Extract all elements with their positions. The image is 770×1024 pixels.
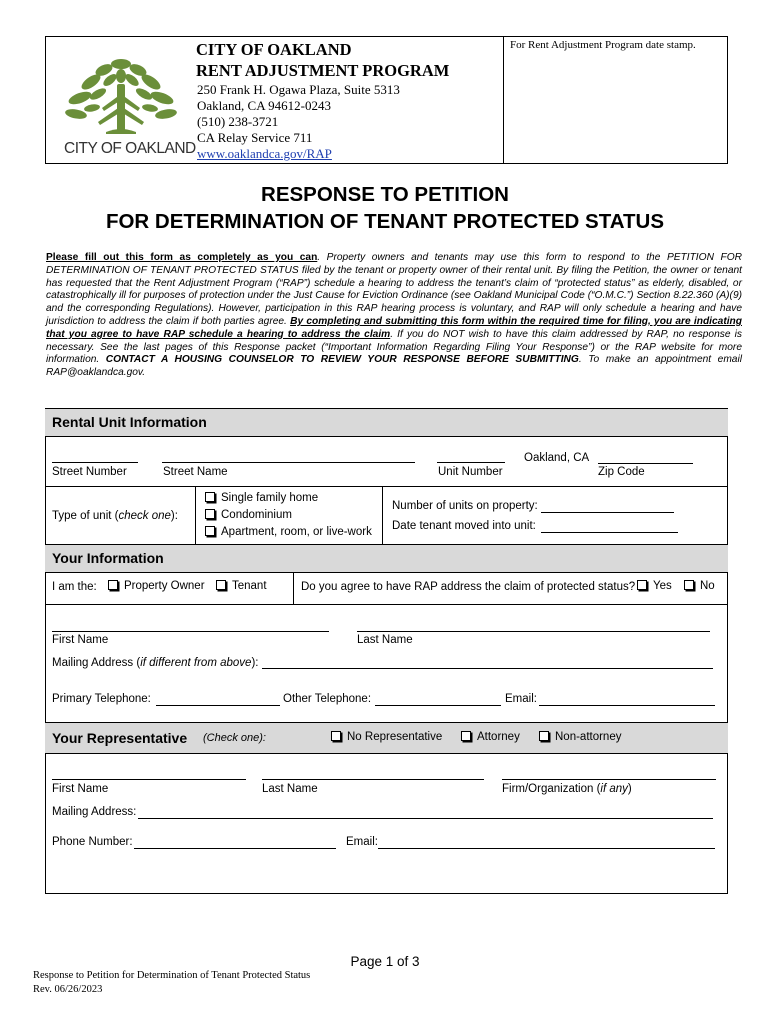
option-label: Yes (653, 580, 672, 592)
firm-label-text: Firm/Organization ( (502, 783, 601, 795)
footer-doc-title: Response to Petition for Determination of Tenant Protected Status (33, 970, 311, 981)
mailing-label-end: ): (251, 657, 259, 669)
checkbox[interactable] (637, 580, 647, 590)
last-name-label: Last Name (357, 634, 413, 646)
checkbox[interactable] (108, 580, 118, 590)
rep-mailing-input[interactable] (138, 818, 713, 819)
option-label: No (700, 580, 715, 592)
checkbox[interactable] (539, 731, 549, 741)
program-name (196, 39, 449, 81)
page-subtitle: FOR DETERMINATION OF TENANT PROTECTED STATUS (105, 210, 665, 233)
rental-unit-header (45, 408, 728, 437)
col-divider (382, 486, 383, 544)
website-link[interactable]: www.oaklandca.gov/RAP (197, 146, 332, 161)
intro-emphasis-3: CONTACT A HOUSING COUNSELOR TO REVIEW YOUR RESPONSE BEFORE SUBMITTING (105, 354, 579, 366)
first-name-input[interactable] (52, 631, 329, 632)
option-label: Property Owner (124, 580, 205, 592)
option-condominium[interactable] (205, 509, 292, 521)
intro-emphasis-1: Please fill out this form as completely as you can (46, 252, 318, 263)
option-attorney[interactable] (461, 731, 520, 743)
relay-service: CA Relay Service 711 (197, 130, 313, 145)
document-footer (33, 969, 310, 996)
col-divider (293, 573, 294, 604)
move-in-date-label: Date tenant moved into unit: (392, 520, 536, 532)
checkbox[interactable] (331, 731, 341, 741)
rep-email-label: Email: (346, 836, 378, 848)
option-label: No Representative (347, 731, 443, 743)
street-number-input[interactable] (52, 462, 138, 463)
unit-number-label: Unit Number (438, 466, 503, 478)
checkbox[interactable] (684, 580, 694, 590)
form-table (45, 408, 728, 894)
program-title: RENT ADJUSTMENT PROGRAM (196, 61, 450, 80)
checkbox[interactable] (216, 580, 226, 590)
representative-title: Your Representative (52, 730, 188, 746)
row-divider (45, 486, 728, 487)
option-non-attorney[interactable] (539, 731, 621, 743)
email-input[interactable] (539, 705, 715, 706)
street-number-label: Street Number (52, 466, 127, 478)
option-label: Condominium (221, 509, 292, 521)
rep-phone-label: Phone Number: (52, 836, 133, 848)
zip-code-input[interactable] (598, 463, 693, 464)
mailing-address-label (52, 657, 258, 669)
move-in-date-input[interactable] (541, 532, 678, 533)
rep-last-name-input[interactable] (262, 779, 484, 780)
option-tenant[interactable] (216, 580, 267, 592)
checkbox[interactable] (461, 731, 471, 741)
rep-phone-input[interactable] (134, 848, 336, 849)
option-yes[interactable] (637, 580, 672, 592)
footer-revision: Rev. 06/26/2023 (33, 983, 103, 995)
rep-firm-input[interactable] (502, 779, 716, 780)
option-label: Apartment, room, or live-work (221, 526, 372, 538)
agree-question: Do you agree to have RAP address the claim of protected status? (301, 581, 636, 593)
rep-firm-label (502, 783, 632, 795)
first-name-label: First Name (52, 634, 109, 646)
units-on-property-input[interactable] (541, 512, 674, 513)
instructions-paragraph (46, 252, 742, 380)
last-name-input[interactable] (357, 631, 710, 632)
city-prefill: Oakland, CA (524, 452, 590, 464)
intro-text-2: . If you do NOT wish to have this claim addressed by RAP, no response is necessary. See the last pages of this Response packet (“Important Information Regarding Filing Your Response”) or the RAP website for more information. (46, 328, 742, 366)
phone-number: (510) 238-3721 (197, 114, 279, 129)
other-phone-input[interactable] (375, 705, 501, 706)
address-line2: Oakland, CA 94612-0243 (197, 98, 331, 113)
your-info-header (45, 544, 728, 573)
intro-emphasis-2: By completing and submitting this form within the required time for filing, you are indicating that you agree to have RAP schedule a hearing to address the claim (46, 315, 742, 340)
email-label: Email: (505, 693, 537, 705)
unit-type-label-end: ): (170, 510, 178, 522)
street-name-label: Street Name (163, 466, 228, 478)
intro-text-3: . To make an appointment email RAP@oaklandca.gov. (46, 354, 742, 379)
city-logo (58, 50, 196, 158)
unit-type-label (52, 510, 178, 522)
mailing-label-hint: if different from above (140, 657, 252, 669)
col-divider (195, 486, 196, 544)
rep-last-name-label: Last Name (262, 783, 318, 795)
checkbox[interactable] (205, 492, 215, 502)
zip-code-label: Zip Code (598, 466, 645, 478)
primary-phone-input[interactable] (156, 705, 280, 706)
firm-label-end: ) (627, 783, 632, 795)
unit-type-label-text: Type of unit ( (52, 510, 119, 522)
logo-text: CITY OF OAKLAND (64, 140, 196, 157)
units-on-property-label: Number of units on property: (392, 500, 538, 512)
page-number: Page 1 of 3 (350, 954, 420, 969)
primary-phone-label: Primary Telephone: (52, 693, 151, 705)
rep-mailing-label: Mailing Address: (52, 806, 137, 818)
rental-unit-title: Rental Unit Information (52, 414, 207, 430)
intro-text-1: . Property owners and tenants may use this form to respond to the PETITION FOR DETERMINATION OF TENANT PROTECTED STATUS filed by the tenant or property owner of their rental unit. By filing the Petition, the owner or tenant has requested that the Rent Adjustment Program (“RAP”) schedule a hearing to address the tenant’s claim of “protected status” as elderly, disabled, or catastrophically ill for purposes of protection under the Just Cause for Eviction Ordinance (see Oakland Municipal Code (“O.M.C.”) Section 8.22.360 (A)(9) and the corresponding Regulations). However, participation in this RAP hearing process is voluntary, and RAP will only schedule a hearing and have jurisdiction to address the claim if both parties agree. (46, 252, 742, 327)
firm-label-hint: if any (600, 783, 628, 795)
street-name-input[interactable] (162, 462, 415, 463)
option-label: Single family home (221, 492, 319, 504)
date-stamp-area: For Rent Adjustment Program date stamp. (510, 39, 696, 51)
row-divider (45, 604, 728, 605)
option-apartment[interactable] (205, 526, 372, 538)
unit-number-input[interactable] (437, 462, 505, 463)
other-phone-label: Other Telephone: (283, 693, 372, 705)
option-no[interactable] (684, 580, 715, 592)
rep-first-name-label: First Name (52, 783, 109, 795)
unit-type-label-hint: check one (118, 510, 171, 522)
rep-first-name-input[interactable] (52, 779, 246, 780)
representative-check-one: (Check one): (203, 732, 266, 744)
option-label: Tenant (232, 580, 267, 592)
address-line1: 250 Frank H. Ogawa Plaza, Suite 5313 (197, 82, 400, 97)
checkbox[interactable] (205, 509, 215, 519)
page-title: RESPONSE TO PETITION (261, 183, 509, 206)
option-no-representative[interactable] (331, 731, 442, 743)
option-label: Attorney (477, 731, 520, 743)
checkbox[interactable] (205, 526, 215, 536)
i-am-label: I am the: (52, 581, 97, 593)
option-property-owner[interactable] (108, 580, 205, 592)
header-divider (503, 36, 504, 164)
option-label: Non-attorney (555, 731, 622, 743)
representative-header (45, 722, 728, 754)
mailing-address-input[interactable] (262, 668, 713, 669)
program-address (197, 82, 400, 162)
city-title: CITY OF OAKLAND (196, 40, 352, 59)
mailing-label-text: Mailing Address ( (52, 657, 141, 669)
option-single-family[interactable] (205, 492, 318, 504)
rep-email-input[interactable] (378, 848, 715, 849)
your-info-title: Your Information (52, 550, 164, 566)
